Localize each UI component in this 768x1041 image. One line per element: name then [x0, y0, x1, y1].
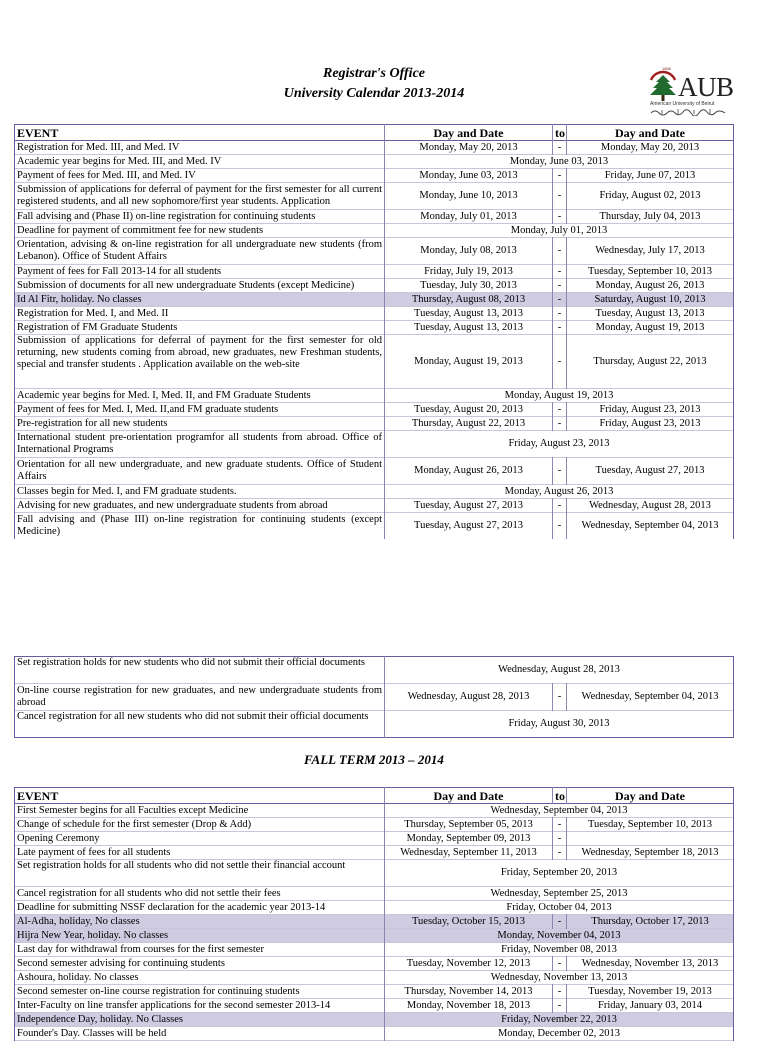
end-date: Tuesday, August 13, 2013	[567, 307, 734, 321]
end-date: Tuesday, November 19, 2013	[567, 985, 734, 999]
to-separator: -	[553, 307, 567, 321]
event-text: Late payment of fees for all students	[15, 846, 385, 860]
table-row	[15, 485, 734, 499]
event-text: Set registration holds for new students who did not submit their official documents	[15, 657, 385, 684]
start-date: Monday, August 26, 2013	[414, 465, 523, 476]
end-date: Wednesday, September 04, 2013	[567, 513, 734, 540]
end-date: Wednesday, September 04, 2013	[567, 684, 734, 711]
calendar-title	[0, 64, 748, 104]
to-separator: -	[553, 684, 567, 711]
start-date: Tuesday, August 13, 2013	[414, 321, 523, 333]
end-date: Friday, January 03, 2014	[567, 999, 734, 1013]
table-row	[15, 210, 734, 224]
to-separator: -	[553, 169, 567, 183]
to-separator: -	[553, 321, 567, 335]
event-text: Cancel registration for all new students who did not submit their official documents	[15, 711, 385, 738]
holiday-row	[15, 293, 734, 307]
table-row	[15, 513, 734, 540]
start-date: Monday, May 20, 2013	[419, 141, 518, 153]
start-date: Tuesday, August 20, 2013	[414, 403, 523, 415]
single-date: Monday, July 01, 2013	[385, 224, 734, 238]
table-row	[15, 846, 734, 860]
table-row	[15, 169, 734, 183]
single-date: Monday, August 19, 2013	[385, 389, 734, 403]
event-text: Id Al Fitr, holiday. No classes	[15, 293, 385, 307]
logo-subtitle: American University of Beirut	[650, 101, 715, 107]
event-text: Pre-registration for all new students	[15, 417, 385, 431]
single-date: Friday, August 23, 2013	[385, 431, 734, 458]
calendar-subtitle: University Calendar 2013-2014	[283, 86, 465, 101]
event-text: Submission of documents for all new undergraduate Students (except Medicine)	[15, 279, 385, 293]
event-text: Al-Adha, holiday, No classes	[15, 915, 385, 929]
start-date: Tuesday, November 12, 2013	[406, 957, 531, 969]
col-day-date: Day and Date	[433, 125, 504, 140]
to-separator: -	[553, 293, 567, 307]
event-text: Registration for Med. I, and Med. II	[15, 307, 385, 321]
single-date: Wednesday, September 25, 2013	[385, 887, 734, 901]
to-separator: -	[553, 183, 567, 210]
table-row	[15, 141, 734, 155]
end-date: Wednesday, July 17, 2013	[567, 238, 734, 265]
to-separator: -	[553, 458, 567, 485]
col-to: to	[553, 788, 567, 804]
table-row	[15, 307, 734, 321]
event-text: Deadline for payment of commitment fee for new students	[15, 224, 385, 238]
event-text: Fall advising and (Phase III) on-line registration for continuing students (except Medicine)	[15, 513, 385, 540]
end-date: Monday, August 26, 2013	[567, 279, 734, 293]
single-date: Friday, September 20, 2013	[385, 860, 734, 887]
single-date: Wednesday, September 04, 2013	[385, 804, 734, 818]
to-separator: -	[553, 279, 567, 293]
table-row	[15, 711, 734, 738]
logo-year: 1866	[662, 66, 671, 71]
single-date: Monday, December 02, 2013	[385, 1027, 734, 1041]
table-row	[15, 943, 734, 957]
end-date: Friday, June 07, 2013	[567, 169, 734, 183]
holiday-row	[15, 915, 734, 929]
table-row	[15, 684, 734, 711]
end-date: Thursday, August 22, 2013	[567, 335, 734, 389]
event-text: Orientation, advising & on-line registration for all undergraduate new students (from Lebanon). Office of Student Affairs	[15, 238, 385, 265]
event-text: Academic year begins for Med. III, and Med. IV	[15, 155, 385, 169]
start-date: Monday, September 09, 2013	[406, 832, 531, 844]
to-separator: -	[553, 141, 567, 155]
event-text: Cancel registration for all students who did not settle their fees	[15, 887, 385, 901]
single-date: Friday, November 22, 2013	[385, 1013, 734, 1027]
single-date: Monday, June 03, 2013	[385, 155, 734, 169]
start-date: Thursday, August 22, 2013	[411, 417, 526, 429]
event-text: Hijra New Year, holiday. No classes	[15, 929, 385, 943]
event-text: Independence Day, holiday. No Classes	[15, 1013, 385, 1027]
table-row	[15, 499, 734, 513]
table-row	[15, 832, 734, 846]
end-date: Wednesday, August 28, 2013	[567, 499, 734, 513]
cedar-tree-icon	[645, 66, 681, 104]
event-text: Registration for Med. III, and Med. IV	[15, 141, 385, 155]
single-date: Monday, November 04, 2013	[385, 929, 734, 943]
end-date	[567, 832, 734, 846]
table-row	[15, 431, 734, 458]
end-date: Friday, August 23, 2013	[567, 417, 734, 431]
holiday-row	[15, 1013, 734, 1027]
to-separator: -	[553, 846, 567, 860]
end-date: Thursday, October 17, 2013	[567, 915, 734, 929]
event-text: Payment of fees for Fall 2013-14 for all students	[15, 265, 385, 279]
start-date: Tuesday, August 27, 2013	[414, 499, 523, 511]
event-text: On-line course registration for new graduates, and new undergraduate students from abroad	[15, 684, 385, 711]
to-separator: -	[553, 915, 567, 929]
event-text: Second semester on-line course registration for continuing students	[15, 985, 385, 999]
end-date: Wednesday, September 18, 2013	[567, 846, 734, 860]
end-date: Friday, August 23, 2013	[567, 403, 734, 417]
calendar-table-continued	[14, 656, 734, 738]
table-row	[15, 238, 734, 265]
start-date: Monday, November 18, 2013	[406, 999, 531, 1011]
end-date: Tuesday, September 10, 2013	[567, 265, 734, 279]
col-event: EVENT	[15, 125, 385, 141]
to-separator: -	[553, 417, 567, 431]
table-row	[15, 901, 734, 915]
event-text: Payment of fees for Med. I, Med. II,and FM graduate students	[15, 403, 385, 417]
start-date: Tuesday, August 27, 2013	[414, 520, 523, 531]
single-date: Friday, October 04, 2013	[385, 901, 734, 915]
event-text: Academic year begins for Med. I, Med. II, and FM Graduate Students	[15, 389, 385, 403]
col-day-date-end: Day and Date	[567, 788, 734, 804]
start-date: Monday, July 08, 2013	[420, 245, 517, 256]
end-date: Monday, August 19, 2013	[567, 321, 734, 335]
single-date: Monday, August 26, 2013	[385, 485, 734, 499]
table-row	[15, 224, 734, 238]
fall-term-title: FALL TERM 2013 – 2014	[304, 752, 444, 767]
table-row	[15, 999, 734, 1013]
event-text: Submission of applications for deferral of payment for the first semester for all current registered students, and all new sophomore/first year students. Application	[15, 183, 385, 210]
table-row	[15, 389, 734, 403]
event-text: International student pre-orientation programfor all students from abroad. Office of International Programs	[15, 431, 385, 458]
event-text: Ashoura, holiday. No classes	[15, 971, 385, 985]
table-row	[15, 279, 734, 293]
event-text: Set registration holds for all students who did not settle their financial account	[15, 860, 385, 887]
start-date: Thursday, August 08, 2013	[385, 293, 553, 307]
event-text: Orientation for all new undergraduate, and new graduate students. Office of Student Affairs	[15, 458, 385, 485]
calendar-table-summer	[14, 124, 734, 539]
event-text: Second semester advising for continuing students	[15, 957, 385, 971]
event-text: Deadline for submitting NSSF declaration for the academic year 2013-14	[15, 901, 385, 915]
to-separator: -	[553, 499, 567, 513]
col-to: to	[553, 125, 567, 141]
table-row	[15, 417, 734, 431]
start-date: Monday, August 19, 2013	[414, 355, 523, 367]
event-text: Opening Ceremony	[15, 832, 385, 846]
start-date: Thursday, September 05, 2013	[404, 818, 533, 830]
table-row	[15, 657, 734, 684]
end-date: Tuesday, August 27, 2013	[567, 458, 734, 485]
table-row	[15, 1027, 734, 1041]
start-date: Wednesday, August 28, 2013	[407, 691, 530, 702]
end-date: Monday, May 20, 2013	[567, 141, 734, 155]
event-text: Last day for withdrawal from courses for the first semester	[15, 943, 385, 957]
table-row	[15, 957, 734, 971]
col-day-date: Day and Date	[433, 788, 504, 803]
table-row	[15, 985, 734, 999]
end-date: Thursday, July 04, 2013	[567, 210, 734, 224]
to-separator: -	[553, 403, 567, 417]
calendar-table-fall	[14, 787, 734, 1041]
table-row	[15, 183, 734, 210]
event-text: Payment of fees for Med. III, and Med. IV	[15, 169, 385, 183]
table-row	[15, 458, 734, 485]
start-date: Wednesday, September 11, 2013	[400, 846, 537, 858]
start-date: Thursday, November 14, 2013	[404, 985, 533, 997]
table-row	[15, 818, 734, 832]
table-header	[15, 788, 734, 804]
to-separator: -	[553, 832, 567, 846]
table-row	[15, 335, 734, 389]
col-event: EVENT	[15, 788, 385, 804]
table-row	[15, 403, 734, 417]
arabic-script-icon	[650, 108, 726, 116]
table-row	[15, 265, 734, 279]
end-date: Tuesday, September 10, 2013	[567, 818, 734, 832]
event-text: Submission of applications for deferral of payment for the first semester for old returning, new students coming from abroad, new graduates, new Freshman students, special and transfer students . Application available on the web-site	[15, 335, 385, 389]
end-date: Friday, August 02, 2013	[567, 183, 734, 210]
to-separator: -	[553, 210, 567, 224]
event-text: Fall advising and (Phase II) on-line registration for continuing students	[15, 210, 385, 224]
to-separator: -	[553, 985, 567, 999]
start-date: Monday, July 01, 2013	[420, 210, 517, 222]
start-date: Tuesday, July 30, 2013	[420, 279, 517, 291]
event-text: First Semester begins for all Faculties except Medicine	[15, 804, 385, 818]
end-date: Saturday, August 10, 2013	[567, 293, 734, 307]
event-text: Registration of FM Graduate Students	[15, 321, 385, 335]
table-row	[15, 971, 734, 985]
start-date: Tuesday, August 13, 2013	[414, 307, 523, 319]
holiday-row	[15, 929, 734, 943]
table-header	[15, 125, 734, 141]
event-text: Inter-Faculty on line transfer applications for the second semester 2013-14	[15, 999, 385, 1013]
logo-wordmark: AUB	[678, 72, 734, 102]
table-row	[15, 804, 734, 818]
start-date: Monday, June 10, 2013	[419, 190, 518, 201]
table-row	[15, 155, 734, 169]
col-day-date-end: Day and Date	[567, 125, 734, 141]
table-row	[15, 321, 734, 335]
to-separator: -	[553, 818, 567, 832]
event-text: Classes begin for Med. I, and FM graduate students.	[15, 485, 385, 499]
to-separator: -	[553, 238, 567, 265]
single-date: Wednesday, November 13, 2013	[385, 971, 734, 985]
event-text: Change of schedule for the first semester (Drop & Add)	[15, 818, 385, 832]
table-row	[15, 860, 734, 887]
to-separator: -	[553, 957, 567, 971]
aub-logo	[645, 66, 734, 124]
start-date: Tuesday, October 15, 2013	[385, 915, 553, 929]
to-separator: -	[553, 513, 567, 540]
end-date: Wednesday, November 13, 2013	[567, 957, 734, 971]
single-date: Friday, August 30, 2013	[385, 711, 734, 738]
event-text: Advising for new graduates, and new undergraduate students from abroad	[15, 499, 385, 513]
to-separator: -	[553, 265, 567, 279]
to-separator: -	[553, 999, 567, 1013]
start-date: Monday, June 03, 2013	[419, 169, 518, 181]
event-text: Founder's Day. Classes will be held	[15, 1027, 385, 1041]
table-row	[15, 887, 734, 901]
office-title: Registrar's Office	[322, 66, 425, 81]
start-date: Friday, July 19, 2013	[424, 265, 513, 277]
to-separator: -	[553, 335, 567, 389]
single-date: Wednesday, August 28, 2013	[385, 657, 734, 684]
single-date: Friday, November 08, 2013	[385, 943, 734, 957]
